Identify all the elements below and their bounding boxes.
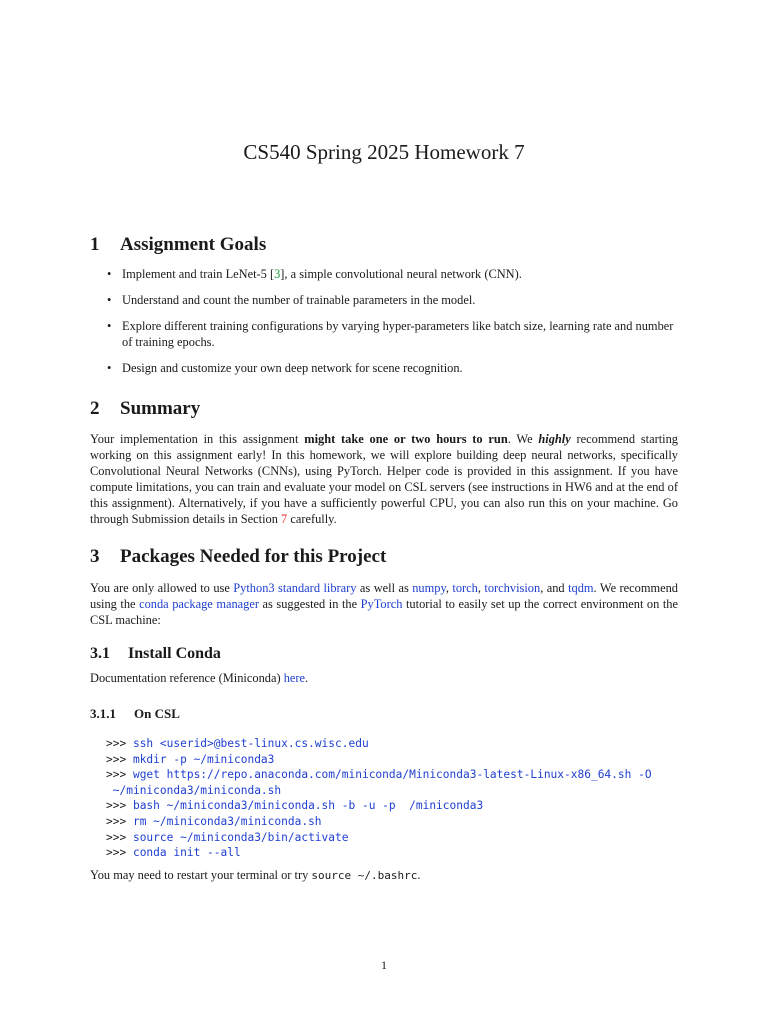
python-stdlib-link[interactable]: Python3 standard library [233,581,357,595]
packages-paragraph: You are only allowed to use Python3 standard library as well as numpy, torch, torchvision, and tqdm. We recommend using the conda package manager as suggested in the PyTorch tutorial to easily set up the correct environment on the CSL machine: [90,581,678,628]
list-item: • Understand and count the number of trainable parameters in the model. [107,293,476,307]
miniconda-docs-link[interactable]: here [283,671,306,685]
section-number: 2 [90,398,100,419]
subsection-heading-install [90,645,221,663]
subsection-number: 3.1 [90,645,110,662]
code-block: >>> ssh <userid>@best-linux.cs.wisc.edu >>> mkdir -p ~/miniconda3 >>> wget https://repo.anaconda.com/miniconda/Miniconda3-latest-Linux-x86_64.sh -O ~/miniconda3/miniconda.sh >>> bash ~/miniconda3/miniconda.sh -b -u -p /miniconda3 >>> rm ~/miniconda3/miniconda.sh >>> source ~/miniconda3/bin/activate >>> conda init --all [106,737,652,860]
code-line: rm ~/miniconda3/miniconda.sh [132,814,322,828]
section-heading-goals [90,234,690,256]
install-paragraph: Documentation reference (Miniconda) here. [90,671,309,685]
summary-paragraph: Your implementation in this assignment might take one or two hours to run. We highly recommend starting working on this assignment early! In this homework, we will explore building deep neural networks, specifically Convolutional Neural Networks (CNNs), using PyTorch. Helper code is provided in this assignment. If you have compute limitations, you can train and evaluate your model on CSL servers (see instructions in HW6 and at the end of this assignment). Alternatively, if you have a sufficiently powerful CPU, you can also run this on your machine. Go through Submission details in Section 7 carefully. [90,432,678,527]
numpy-link[interactable]: numpy [412,581,446,595]
section-heading-packages [90,546,690,568]
subsection-title: Install Conda [128,645,221,662]
goals-list [90,266,680,386]
pytorch-link[interactable]: PyTorch [360,597,403,612]
document-title: CS540 Spring 2025 Homework 7 [243,140,525,164]
code-line: ~/miniconda3/miniconda.sh [112,783,282,797]
section-title: Summary [120,398,201,419]
list-item: • Design and customize your own deep network for scene recognition. [107,361,463,375]
subsubsection-number: 3.1.1 [90,706,116,721]
code-line: source ~/miniconda3/bin/activate [132,830,349,844]
code-line: conda init --all [132,846,241,860]
page-number: 1 [381,958,387,972]
subsubsection-title: On CSL [134,706,180,721]
section-title: Assignment Goals [120,234,267,255]
code-line: wget https://repo.anaconda.com/miniconda/Miniconda3-latest-Linux-x86_64.sh -O [132,768,652,782]
restart-paragraph: You may need to restart your terminal or try source ~/.bashrc. [90,868,421,882]
code-line: mkdir -p ~/miniconda3 [132,752,275,766]
list-item: • Explore different training configurations by varying hyper-parameters like batch size, learning rate and number of training epochs. [107,319,674,349]
code-line: ssh <userid>@best-linux.cs.wisc.edu [132,737,369,750]
section-number: 1 [90,234,100,255]
section-heading-summary [90,398,690,420]
subsubsection-heading-oncsl [90,706,180,722]
code-line: bash ~/miniconda3/miniconda.sh -b -u -p /miniconda3 [132,799,484,813]
list-item: • Implement and train LeNet-5 [3], a simple convolutional neural network (CNN). [107,267,522,281]
section-title: Packages Needed for this Project [120,546,387,567]
citation-link[interactable]: 3 [274,267,281,281]
torchvision-link[interactable]: torchvision [484,581,541,595]
section-number: 3 [90,546,100,567]
inline-code: source ~/.bashrc [311,869,418,882]
conda-link[interactable]: conda package manager [139,597,259,612]
torch-link[interactable]: torch [452,581,478,595]
tqdm-link[interactable]: tqdm [568,581,594,595]
section-ref-link[interactable]: 7 [281,512,288,527]
